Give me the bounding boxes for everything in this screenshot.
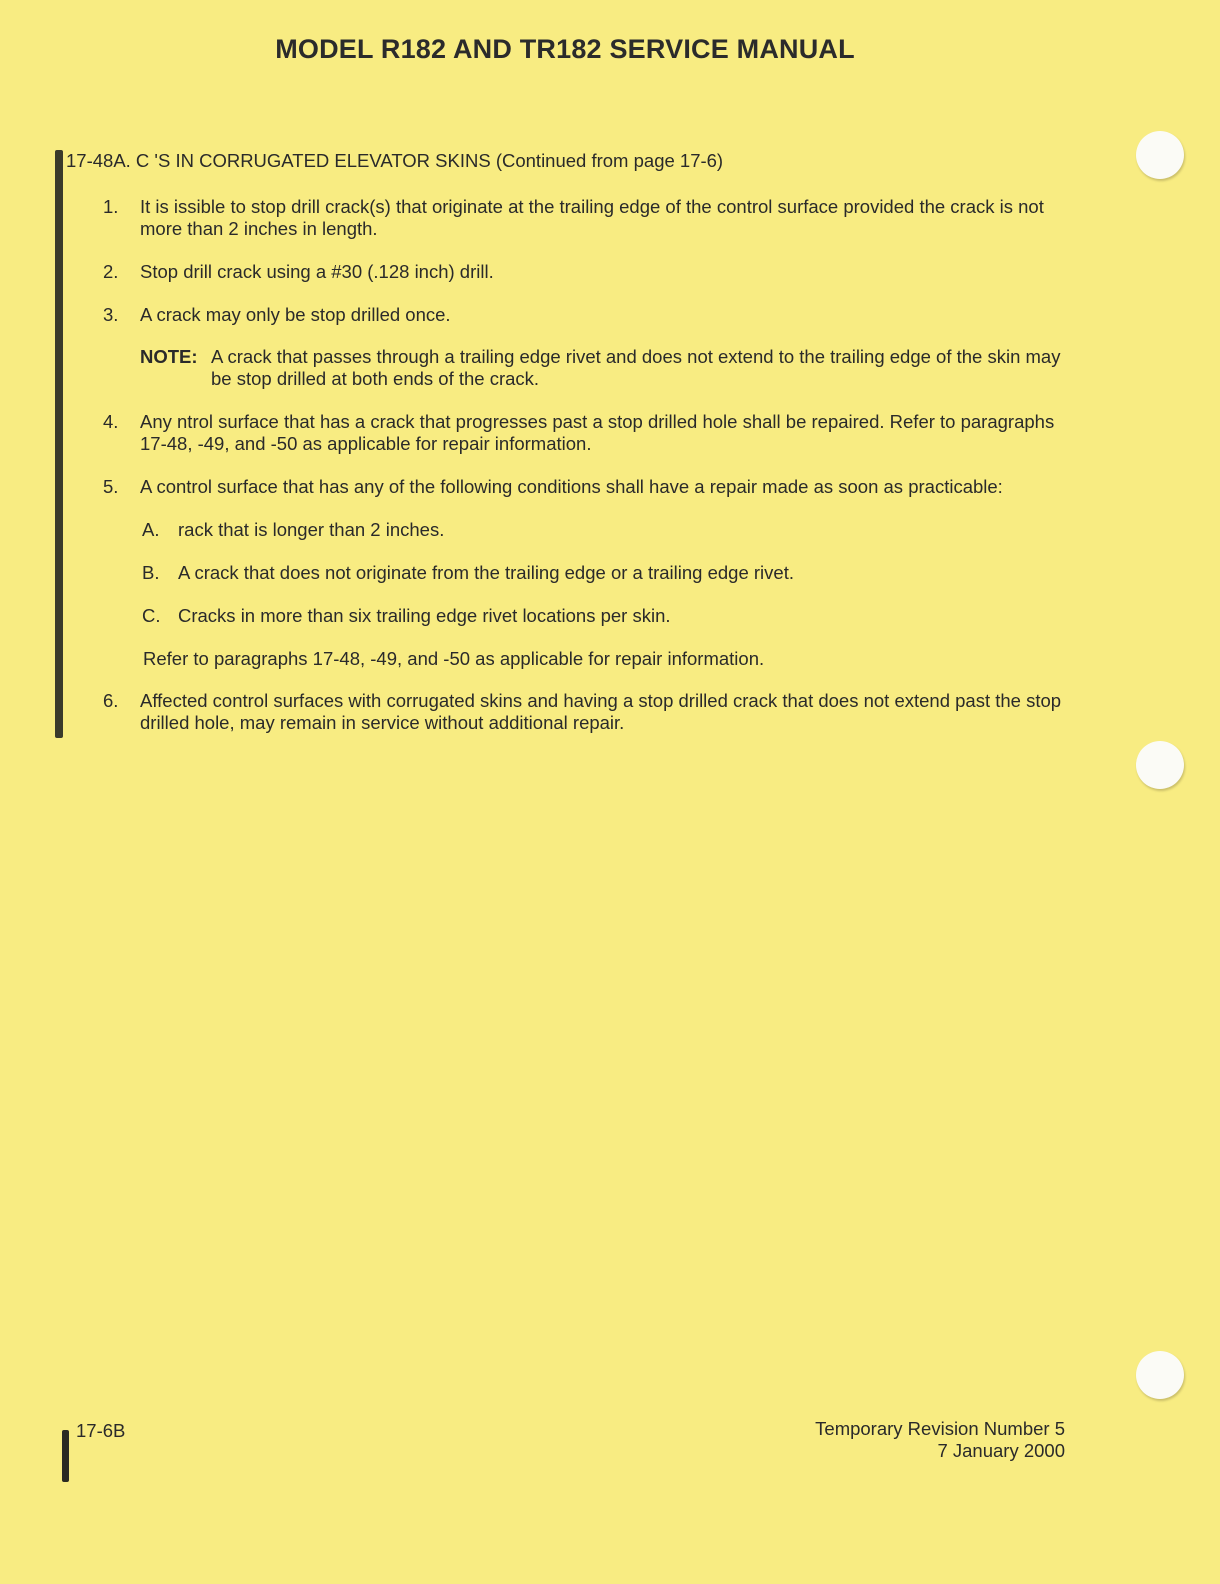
sub-list-letter: B. (142, 562, 160, 583)
list-number: 5. (103, 476, 119, 497)
binder-hole (1136, 1351, 1184, 1399)
list-item-text: Affected control surfaces with corrugated skins and having a stop drilled crack that does not extend past the stop drilled hole, may remain in service without additional repair. (140, 690, 1062, 733)
sub-list-text: A crack that does not originate from the trailing edge or a trailing edge rivet. (178, 562, 794, 583)
list-item (66, 476, 1086, 498)
page-number: 17-6B (76, 1420, 126, 1441)
revision-info (815, 1418, 1065, 1462)
revision-date: 7 January 2000 (937, 1440, 1065, 1461)
sub-list-item (66, 519, 1086, 541)
list-number: 2. (103, 261, 119, 282)
list-number: 4. (103, 411, 119, 432)
footer-change-bar (62, 1430, 69, 1482)
reference-text: Refer to paragraphs 17-48, -49, and -50 as applicable for repair information. (143, 648, 765, 669)
sub-list-item (66, 605, 1086, 627)
binder-hole (1136, 131, 1184, 179)
sub-list-text: rack that is longer than 2 inches. (178, 519, 445, 540)
sub-list-text: Cracks in more than six trailing edge rivet locations per skin. (178, 605, 671, 626)
note-label: NOTE: (140, 346, 198, 367)
list-number: 1. (103, 196, 119, 217)
list-item (66, 304, 1086, 326)
page-title: MODEL R182 AND TR182 SERVICE MANUAL (275, 34, 855, 64)
list-item-text: Any ntrol surface that has a crack that progresses past a stop drilled hole shall be repaired. Refer to paragraphs 17-48, -49, and -50 as applicable for repair information. (140, 411, 1055, 454)
sub-list-letter: C. (142, 605, 161, 626)
revision-change-bar (55, 150, 63, 738)
revision-label: Temporary Revision Number 5 (815, 1418, 1065, 1439)
list-item-text: Stop drill crack using a #30 (.128 inch) drill. (140, 261, 494, 282)
list-number: 3. (103, 304, 119, 325)
section-heading: 17-48A. C 'S IN CORRUGATED ELEVATOR SKINS (Continued from page 17-6) (66, 150, 724, 171)
list-item-text: A control surface that has any of the following conditions shall have a repair made as soon as practicable: (140, 476, 1003, 497)
list-item (66, 411, 1086, 455)
list-item-text: It is issible to stop drill crack(s) that originate at the trailing edge of the control surface provided the crack is not more than 2 inches in length. (140, 196, 1044, 239)
sub-list-item (66, 562, 1086, 584)
note-text: A crack that passes through a trailing edge rivet and does not extend to the trailing edge of the skin may be stop drilled at both ends of the crack. (211, 346, 1061, 389)
binder-hole (1136, 741, 1184, 789)
list-item (66, 196, 1086, 240)
list-item (66, 690, 1086, 734)
sub-list-letter: A. (142, 519, 160, 540)
list-number: 6. (103, 690, 119, 711)
document-body (66, 150, 1086, 755)
list-item-text: A crack may only be stop drilled once. (140, 304, 451, 325)
list-item (66, 261, 1086, 283)
note-block (66, 346, 1086, 390)
